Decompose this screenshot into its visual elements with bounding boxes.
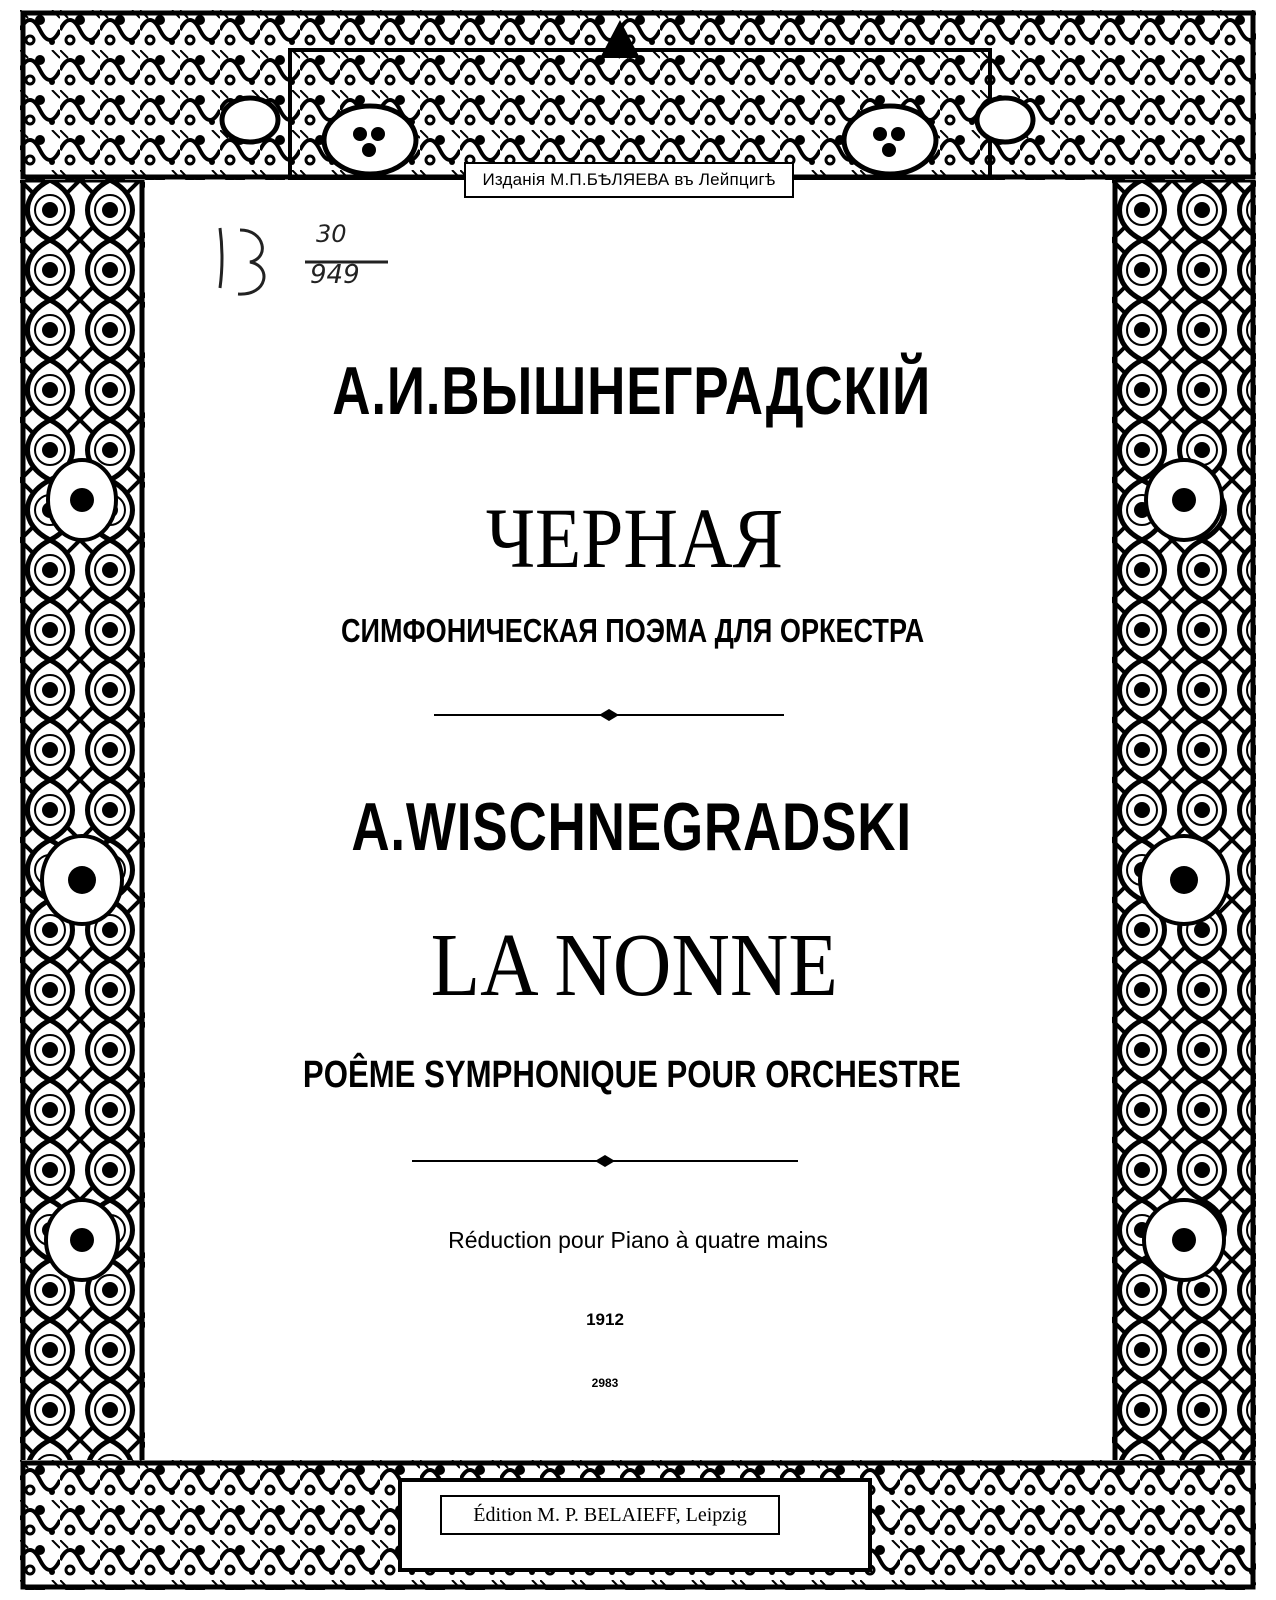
ornamental-border-left: [20, 180, 145, 1470]
work-title-fr: LA NONNE: [430, 916, 838, 1015]
composer-name-ru: А.И.ВЫШНЕГРАДСКІЙ: [332, 353, 931, 429]
work-title-ru: ЧЕРНАЯ: [485, 490, 784, 586]
work-subtitle-ru: СИМФОНИЧЕСКАЯ ПОЭМА ДЛЯ ОРКЕСТРА: [341, 612, 925, 649]
arrangement-note: Réduction pour Piano à quatre mains: [448, 1227, 828, 1253]
shelfmark-line-1: 30: [316, 220, 347, 248]
shelfmark-line-2: 949: [310, 260, 360, 290]
imprint-fr: Édition M. P. BELAIEFF, Leipzig: [473, 1503, 747, 1526]
work-subtitle-fr: POÊME SYMPHONIQUE POUR ORCHESTRE: [302, 1054, 961, 1096]
publisher-cartouche: [464, 162, 794, 198]
publication-year: 1912: [586, 1310, 624, 1329]
imprint-cartouche: [440, 1495, 780, 1535]
composer-name-fr: A.WISCHNEGRADSKI: [351, 789, 912, 865]
ornamental-border-top: [20, 10, 1256, 180]
plate-number: 2983: [591, 1376, 619, 1390]
ornamental-border-right: [1112, 180, 1256, 1470]
divider-rule-1: [434, 708, 784, 722]
publisher-ru: Изданія М.П.БѢЛЯЕВА въ Лейпцигѣ: [482, 170, 776, 189]
divider-rule-2: [412, 1154, 798, 1168]
